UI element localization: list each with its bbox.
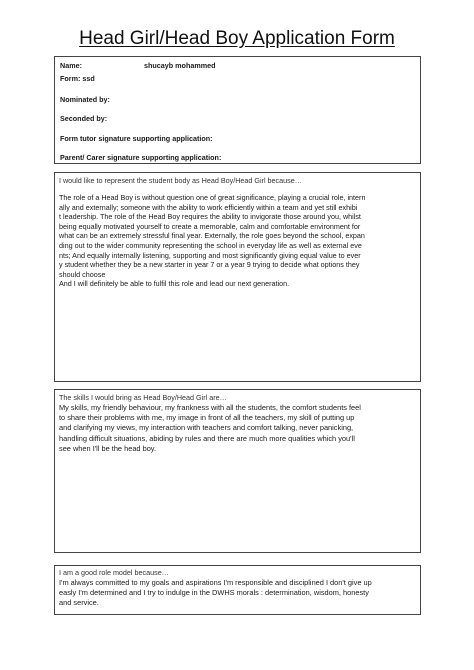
- form-field[interactable]: Form: ssd: [60, 74, 95, 83]
- represent-line: nts; And equally internally listening, supporting and most significantly giving equal value to ever: [59, 250, 361, 260]
- form-title: Head Girl/Head Boy Application Form: [79, 28, 395, 49]
- represent-paragraph-1: [59, 193, 416, 279]
- represent-line: ally and externally; someone with the ability to work efficiently within a team and yet still exhibi: [59, 202, 358, 212]
- represent-answer-box[interactable]: [54, 172, 421, 382]
- skills-line: to share their problems with me, my image in front of all the teachers, my skill of putting up: [59, 413, 355, 423]
- role-model-answer-box[interactable]: [54, 565, 421, 615]
- skills-paragraph: [59, 403, 416, 454]
- skills-answer-box[interactable]: [54, 389, 421, 553]
- seconded-by-field[interactable]: Seconded by:: [60, 114, 108, 123]
- form-tutor-signature-field[interactable]: Form tutor signature supporting application:: [60, 134, 213, 143]
- skills-line: handling difficult situations, abiding by rules and there are much more qualities which you'll: [59, 433, 355, 443]
- represent-line: what can be an extremely stressful final year. Externally, the role goes beyond the school, expan: [59, 231, 365, 241]
- represent-line: t leadership. The role of the Head Boy requires the ability to invigorate those around you, whilst: [59, 212, 361, 222]
- skills-heading: The skills I would bring as Head Boy/Head Girl are…: [59, 393, 227, 402]
- role-model-heading: I am a good role model because…: [59, 568, 169, 577]
- parent-carer-signature-field[interactable]: Parent/ Carer signature supporting application:: [60, 153, 222, 162]
- represent-line: The role of a Head Boy is without question one of great significance, playing a crucial role, intern: [59, 193, 366, 202]
- role-model-line: easly I'm determined and I try to indulge in the DWHS morals : determination, wisdom, honesty: [59, 588, 369, 598]
- name-label: Name:: [60, 61, 82, 70]
- represent-line: being equally motivated yourself to create a memorable, calm and comfortable environment for: [59, 221, 361, 231]
- name-field: [60, 61, 216, 70]
- represent-heading: I would like to represent the student body as Head Boy/Head Girl because…: [59, 176, 302, 185]
- represent-line: y student whether they be a new starter in year 7 or a year 9 trying to decide what options they: [59, 260, 360, 270]
- skills-line: and clarifying my views, my interaction with teachers and comfort talking, never panicking,: [59, 423, 354, 433]
- represent-line: ding out to the wider community representing the school in everyday life as well as external eve: [59, 240, 362, 250]
- role-model-line: and service.: [59, 598, 99, 608]
- role-model-line: I'm always committed to my goals and aspirations I'm responsible and disciplined I don't give up: [59, 578, 372, 587]
- skills-line: My skills, my friendly behaviour, my frankness with all the students, the comfort students feel: [59, 403, 361, 412]
- skills-line: see when I'll be the head boy.: [59, 443, 157, 453]
- applicant-details-box: [54, 56, 421, 164]
- represent-line: should choose: [59, 269, 106, 279]
- name-value[interactable]: shucayb mohammed: [144, 61, 216, 70]
- role-model-paragraph: [59, 578, 416, 609]
- represent-paragraph-2: And I will definitely be able to fulfil this role and lead our next generation.: [59, 279, 290, 289]
- nominated-by-field[interactable]: Nominated by:: [60, 95, 110, 104]
